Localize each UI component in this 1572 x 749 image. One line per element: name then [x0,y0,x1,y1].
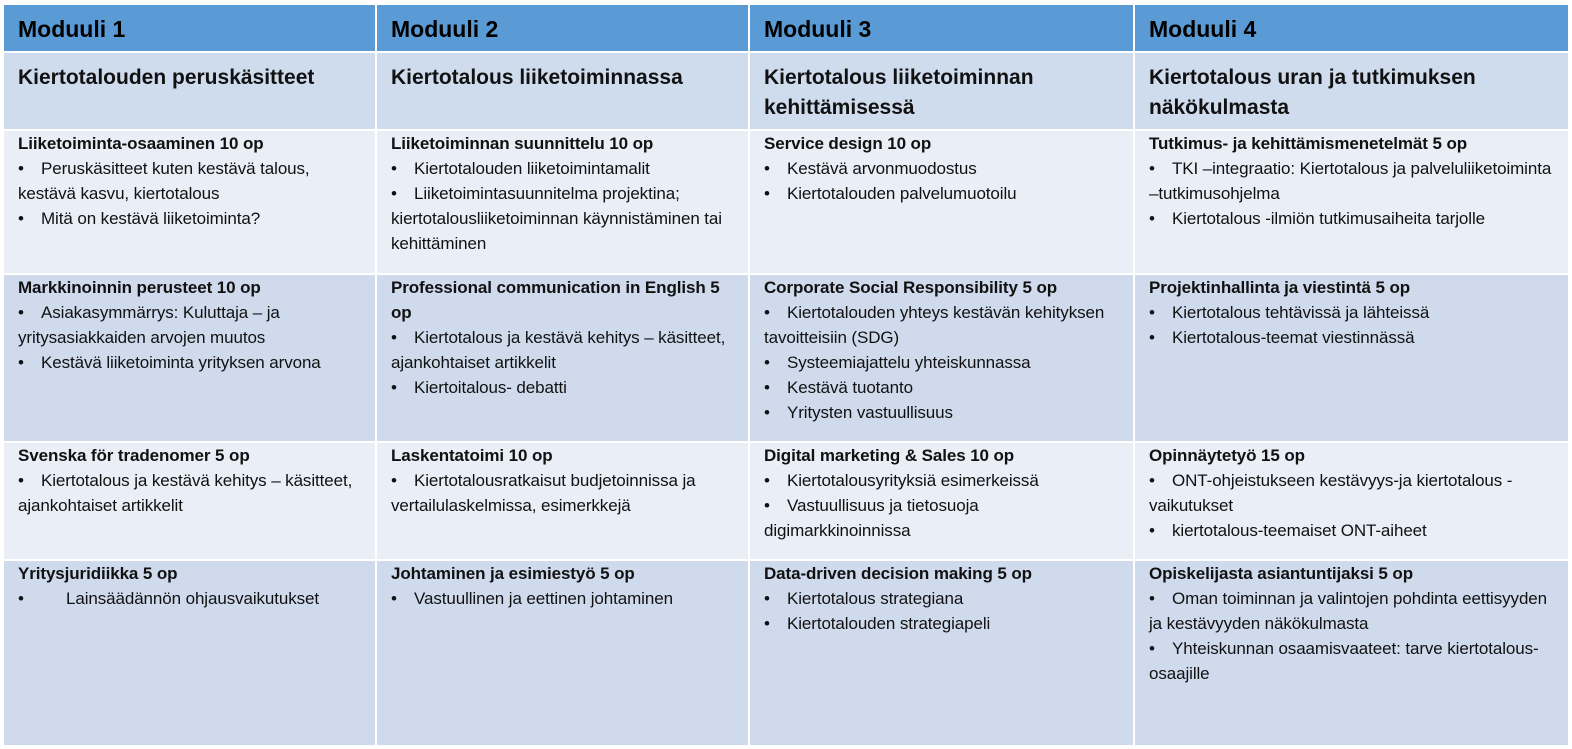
bullet-icon: • [1149,159,1155,178]
course-topic [1149,325,1554,350]
bullet-icon: • [1149,521,1155,540]
course-row [3,560,1569,746]
course-topic [764,611,1119,636]
bullet-icon: • [18,209,24,228]
course-topic-list [18,586,361,611]
course-topic-text: Kiertoitalous- debatti [414,378,567,397]
course-topic-text: ONT-ohjeistukseen kestävyys-ja kiertotalous -vaikutukset [1149,471,1513,515]
course-cell [376,274,749,442]
course-topic [18,468,361,518]
bullet-icon: • [391,328,397,347]
course-cell [376,560,749,746]
module-title: Kiertotalous liiketoiminnassa [391,66,683,89]
course-topic-list [18,468,361,518]
course-topic-list [18,156,361,231]
course-topic-list [1149,468,1554,543]
course-title: Markkinoinnin perusteet 10 op [18,278,261,297]
course-topic-text: Kiertotalous -ilmiön tutkimusaiheita tarjolle [1172,209,1485,228]
course-topic [18,206,361,231]
bullet-icon: • [18,471,24,490]
course-topic [1149,518,1554,543]
module-title: Kiertotalouden peruskäsitteet [18,66,315,89]
course-topic-text: Kestävä arvonmuodostus [787,159,977,178]
bullet-icon: • [18,353,24,372]
course-topic [391,156,734,181]
course-cell [376,130,749,274]
course-topic-text: Kestävä tuotanto [787,378,913,397]
bullet-icon: • [764,378,770,397]
course-topic [391,468,734,518]
course-topic [764,375,1119,400]
bullet-icon: • [1149,639,1155,658]
course-topic-list [391,156,734,256]
course-topic [18,300,361,350]
course-topic [391,375,734,400]
bullet-icon: • [764,159,770,178]
bullet-icon: • [391,184,397,203]
course-topic-text: Kiertotalousyrityksiä esimerkeissä [787,471,1039,490]
bullet-icon: • [391,159,397,178]
course-topic-list [1149,586,1554,686]
bullet-icon: • [1149,471,1155,490]
module-title-cell [749,52,1134,130]
curriculum-table [2,3,1570,747]
bullet-icon: • [391,471,397,490]
course-topic-text: Kiertotalouden yhteys kestävän kehityksen tavoitteisiin (SDG) [764,303,1105,347]
course-topic [764,350,1119,375]
course-cell [749,130,1134,274]
module-title: Kiertotalous liiketoiminnan kehittämisessä [764,66,1034,119]
course-topic [764,586,1119,611]
course-topic [764,493,1119,543]
course-cell [1134,560,1569,746]
course-topic-text: Lainsäädännön ohjausvaikutukset [66,589,320,608]
course-topic-list [764,468,1119,543]
course-topic [18,350,361,375]
module-name: Moduuli 2 [391,16,499,42]
course-title: Liiketoiminnan suunnittelu 10 op [391,134,654,153]
course-topic-list [391,468,734,518]
course-title: Opiskelijasta asiantuntijaksi 5 op [1149,564,1413,583]
course-topic [1149,300,1554,325]
course-topic-text: Kiertotalous tehtävissä ja lähteissä [1172,303,1430,322]
course-topic [1149,156,1554,206]
course-cell [3,130,376,274]
course-topic-text: Kiertotalous strategiana [787,589,964,608]
course-topic [764,181,1119,206]
course-topic [764,468,1119,493]
bullet-icon: • [1149,303,1155,322]
bullet-icon: • [1149,209,1155,228]
course-cell [1134,442,1569,560]
course-topic [391,586,734,611]
course-title: Service design 10 op [764,134,932,153]
course-topic [1149,206,1554,231]
course-topic [18,586,361,611]
bullet-icon: • [764,184,770,203]
bullet-icon: • [18,159,24,178]
course-title: Digital marketing & Sales 10 op [764,446,1015,465]
course-topic-list [391,586,734,611]
bullet-icon: • [764,589,770,608]
course-title: Laskentatoimi 10 op [391,446,553,465]
bullet-icon: • [391,378,397,397]
course-row [3,442,1569,560]
course-topic-list [18,300,361,375]
module-name: Moduuli 1 [18,16,126,42]
bullet-icon: • [1149,589,1155,608]
course-topic-list [1149,300,1554,350]
course-cell [749,274,1134,442]
course-topic-list [391,325,734,400]
course-title: Opinnäytetyö 15 op [1149,446,1305,465]
course-topic-text: Systeemiajattelu yhteiskunnassa [787,353,1031,372]
course-title: Tutkimus- ja kehittämismenetelmät 5 op [1149,134,1468,153]
course-topic-text: Kiertotalouden strategiapeli [787,614,991,633]
module-header-cell [376,4,749,52]
bullet-icon: • [391,589,397,608]
course-topic-text: Vastuullinen ja eettinen johtaminen [414,589,673,608]
course-cell [376,442,749,560]
course-title: Corporate Social Responsibility 5 op [764,278,1058,297]
course-topic-list [1149,156,1554,231]
course-topic-text: Asiakasymmärrys: Kuluttaja – ja yritysasiakkaiden arvojen muutos [18,303,280,347]
module-title: Kiertotalous uran ja tutkimuksen näkökulmasta [1149,66,1476,119]
course-title: Professional communication in English 5 op [391,278,720,322]
course-topic-text: TKI –integraatio: Kiertotalous ja palveluliiketoiminta –tutkimusohjelma [1149,159,1552,203]
course-title: Projektinhallinta ja viestintä 5 op [1149,278,1411,297]
module-header-cell [1134,4,1569,52]
course-topic-text: Oman toiminnan ja valintojen pohdinta eettisyyden ja kestävyyden näkökulmasta [1149,589,1548,633]
course-topic-text: Liiketoimintasuunnitelma projektina; kiertotalousliiketoiminnan käynnistäminen tai kehittäminen [391,184,722,253]
module-title-cell [1134,52,1569,130]
course-cell [749,560,1134,746]
module-header-cell [3,4,376,52]
bullet-icon: • [764,303,770,322]
course-topic [1149,586,1554,636]
course-cell [3,560,376,746]
course-title: Svenska för tradenomer 5 op [18,446,250,465]
module-header-row [3,4,1569,52]
course-topic-text: Kiertotalouden liiketoimintamalit [414,159,650,178]
course-topic-text: Kiertotalouden palvelumuotoilu [787,184,1017,203]
course-topic-text: Kiertotalousratkaisut budjetoinnissa ja vertailulaskelmissa, esimerkkejä [391,471,696,515]
module-header-cell [749,4,1134,52]
course-topic [391,325,734,375]
bullet-icon: • [764,496,770,515]
course-title: Liiketoiminta-osaaminen 10 op [18,134,264,153]
course-topic [764,300,1119,350]
course-topic-text: Kestävä liiketoiminta yrityksen arvona [41,353,321,372]
module-name: Moduuli 4 [1149,16,1257,42]
course-topic-text: Kiertotalous ja kestävä kehitys – käsitteet, ajankohtaiset artikkelit [18,471,353,515]
course-topic-list [764,586,1119,636]
course-cell [3,442,376,560]
course-cell [1134,130,1569,274]
module-name: Moduuli 3 [764,16,872,42]
module-title-cell [3,52,376,130]
course-cell [1134,274,1569,442]
course-row [3,130,1569,274]
course-topic-text: Kiertotalous ja kestävä kehitys – käsitteet, ajankohtaiset artikkelit [391,328,726,372]
course-topic [1149,636,1554,686]
course-topic-text: Peruskäsitteet kuten kestävä talous, kestävä kasvu, kiertotalous [18,159,310,203]
course-topic [764,156,1119,181]
course-topic-text: kiertotalous-teemaiset ONT-aiheet [1172,521,1427,540]
course-topic [764,400,1119,425]
course-topic-list [764,156,1119,206]
course-cell [749,442,1134,560]
bullet-icon: • [764,403,770,422]
bullet-icon: • [18,303,24,322]
course-topic [391,181,734,256]
module-title-row [3,52,1569,130]
course-topic-text: Mitä on kestävä liiketoiminta? [41,209,261,228]
course-topic-text: Kiertotalous-teemat viestinnässä [1172,328,1415,347]
course-title: Data-driven decision making 5 op [764,564,1032,583]
course-cell [3,274,376,442]
course-row [3,274,1569,442]
course-topic [18,156,361,206]
course-topic-text: Yritysten vastuullisuus [787,403,953,422]
bullet-icon: • [1149,328,1155,347]
course-topic-text: Vastuullisuus ja tietosuoja digimarkkinoinnissa [764,496,979,540]
bullet-icon: • [18,589,24,608]
course-topic-list [764,300,1119,425]
course-title: Yritysjuridiikka 5 op [18,564,178,583]
module-title-cell [376,52,749,130]
course-topic [1149,468,1554,518]
bullet-icon: • [764,471,770,490]
bullet-icon: • [764,353,770,372]
course-title: Johtaminen ja esimiestyö 5 op [391,564,635,583]
bullet-icon: • [764,614,770,633]
course-topic-text: Yhteiskunnan osaamisvaateet: tarve kiertotalous-osaajille [1149,639,1539,683]
